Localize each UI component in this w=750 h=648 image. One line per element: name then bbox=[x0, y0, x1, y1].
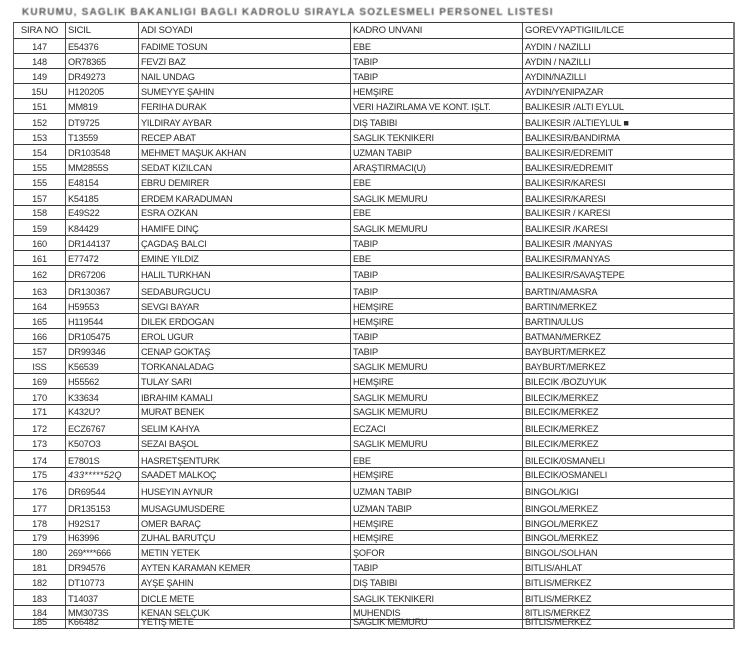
cell-sicil: DT10773 bbox=[66, 575, 139, 589]
cell-adi-soyadi: ZUHAL BARUTÇU bbox=[139, 531, 351, 544]
cell-gorev-yeri: AYDIN/YENIPAZAR bbox=[525, 87, 604, 97]
cell-adi-soyadi: YETIŞ METE bbox=[139, 620, 351, 628]
cell-sicil: MM2855S bbox=[66, 160, 139, 174]
cell-sicil: DR67206 bbox=[66, 266, 139, 281]
table-row bbox=[14, 298, 733, 313]
cell-gorev-yeri: BALIKESIR/KARESI bbox=[525, 194, 606, 204]
cell-sira-no: 172 bbox=[14, 419, 66, 435]
header-sira-no: SIRA NO bbox=[14, 23, 66, 38]
cell-gorev-yeri: BAYBURT/MERKEZ bbox=[525, 362, 606, 372]
cell-gorev-yeri: BALIKESIR / KARESI bbox=[525, 208, 611, 218]
cell-sira-no: 155 bbox=[14, 160, 66, 174]
cell-kadro-unvani: SAGLIK MEMURU bbox=[351, 190, 523, 205]
cell-sicil: T14037 bbox=[66, 590, 139, 605]
cell-sira-no: 184 bbox=[14, 606, 66, 619]
cell-sira-no: 178 bbox=[14, 516, 66, 530]
cell-kadro-unvani: EBE bbox=[351, 451, 523, 467]
cell-sicil: E49S22 bbox=[66, 206, 139, 219]
cell-gorev-yeri: BINGOL/MERKEZ bbox=[525, 533, 598, 543]
cell-sira-no: 164 bbox=[14, 299, 66, 313]
cell-sira-no: 166 bbox=[14, 329, 66, 343]
cell-sicil: H63996 bbox=[66, 531, 139, 544]
cell-gorev-yeri: 8ITLIS/MERKEZ bbox=[525, 608, 591, 618]
cell-adi-soyadi: CENAP GOKTAŞ bbox=[139, 344, 351, 358]
cell-sicil: DR49273 bbox=[66, 69, 139, 83]
header-gorev-yeri: GOREVYAPTIGIIL/ILCE bbox=[525, 24, 624, 36]
cell-adi-soyadi: HUSEYIN AYNUR bbox=[139, 482, 351, 498]
cell-sicil: DR144137 bbox=[66, 236, 139, 250]
header-sicil: SICIL bbox=[66, 23, 139, 38]
cell-sicil: DR130367 bbox=[66, 282, 139, 298]
cell-adi-soyadi: FERIHA DURAK bbox=[139, 99, 351, 113]
cell-sicil: DR103548 bbox=[66, 145, 139, 159]
cell-adi-soyadi: SUMEYYE ŞAHIN bbox=[139, 84, 351, 98]
cell-gorev-yeri: BALIKESIR/KARESI bbox=[525, 178, 606, 188]
cell-adi-soyadi: EROL UGUR bbox=[139, 329, 351, 343]
cell-adi-soyadi: YILDIRAY AYBAR bbox=[139, 114, 351, 129]
cell-kadro-unvani: TABIP bbox=[351, 329, 523, 343]
cell-gorev-yeri: BARTIN/ULUS bbox=[525, 317, 584, 327]
cell-sicil: E77472 bbox=[66, 251, 139, 265]
table-row bbox=[14, 388, 733, 404]
cell-gorev-yeri: BILECIK/OSMANELI bbox=[525, 470, 608, 480]
cell-kadro-unvani: TABIP bbox=[351, 266, 523, 281]
cell-sira-no: 151 bbox=[14, 99, 66, 113]
cell-kadro-unvani: UZMAN TABIP bbox=[351, 145, 523, 159]
cell-gorev-yeri: BARTIN/MERKEZ bbox=[525, 302, 597, 312]
cell-adi-soyadi: MEHMET MAŞUK AKHAN bbox=[139, 145, 351, 159]
table-row bbox=[14, 435, 733, 450]
cell-gorev-yeri: BARTIN/AMASRA bbox=[525, 287, 598, 297]
cell-sicil: H119544 bbox=[66, 314, 139, 328]
cell-sicil: K33634 bbox=[66, 389, 139, 404]
cell-sira-no: 154 bbox=[14, 145, 66, 159]
table-header-row bbox=[14, 22, 733, 38]
table-row bbox=[14, 358, 733, 373]
cell-kadro-unvani: MUHENDIS bbox=[351, 606, 523, 619]
table-row bbox=[14, 404, 733, 418]
cell-adi-soyadi: HASRETŞENTURK bbox=[139, 451, 351, 467]
cell-sicil: OR78365 bbox=[66, 54, 139, 68]
table-row bbox=[14, 530, 733, 544]
cell-sira-no: 175 bbox=[14, 468, 66, 481]
cell-adi-soyadi: IBRAHIM KAMALI bbox=[139, 389, 351, 404]
cell-sicil: H120205 bbox=[66, 84, 139, 98]
cell-sira-no: 185 bbox=[14, 620, 66, 628]
cell-sicil: H59553 bbox=[66, 299, 139, 313]
table-row bbox=[14, 450, 733, 467]
cell-sicil: T13559 bbox=[66, 130, 139, 144]
cell-gorev-yeri: BALIKESIR /ALTI EYLUL bbox=[525, 102, 624, 112]
cell-sira-no: 183 bbox=[14, 590, 66, 605]
table-row bbox=[14, 219, 733, 235]
cell-sira-no: 179 bbox=[14, 531, 66, 544]
cell-gorev-yeri: BALIKESIR /ALTIEYLUL ■ bbox=[525, 118, 629, 128]
cell-gorev-yeri: BINGOL/MERKEZ bbox=[525, 504, 598, 514]
cell-adi-soyadi: AYŞE ŞAHIN bbox=[139, 575, 351, 589]
cell-kadro-unvani: EBE bbox=[351, 175, 523, 189]
cell-sira-no: 157 bbox=[14, 190, 66, 205]
cell-adi-soyadi: SAADET MALKOÇ bbox=[139, 468, 351, 481]
cell-sira-no: 157 bbox=[14, 344, 66, 358]
table-row bbox=[14, 68, 733, 83]
cell-sira-no: 160 bbox=[14, 236, 66, 250]
cell-sicil: 269****666 bbox=[66, 545, 139, 559]
cell-sira-no: 170 bbox=[14, 389, 66, 404]
table-row bbox=[14, 328, 733, 343]
table-row bbox=[14, 174, 733, 189]
cell-adi-soyadi: MURAT BENEK bbox=[139, 405, 351, 418]
cell-adi-soyadi: SEDAT KIZILCAN bbox=[139, 160, 351, 174]
cell-adi-soyadi: SEVGI BAYAR bbox=[139, 299, 351, 313]
cell-gorev-yeri: BILECIK/0SMANELI bbox=[525, 456, 606, 466]
table-row bbox=[14, 313, 733, 328]
cell-sicil: 433*****52Q bbox=[66, 468, 139, 481]
table-row bbox=[14, 498, 733, 515]
cell-gorev-yeri: BITLIS/MERKEZ bbox=[525, 617, 592, 627]
cell-gorev-yeri: BALIKESIR/MANYAS bbox=[525, 254, 610, 264]
table-row bbox=[14, 235, 733, 250]
cell-sira-no: 173 bbox=[14, 436, 66, 450]
cell-gorev-yeri: BITLIS/MERKEZ bbox=[525, 578, 592, 588]
cell-sira-no: 163 bbox=[14, 282, 66, 298]
table-row bbox=[14, 281, 733, 298]
cell-adi-soyadi: METIN YETEK bbox=[139, 545, 351, 559]
cell-kadro-unvani: HEMŞIRE bbox=[351, 531, 523, 544]
cell-gorev-yeri: BATMAN/MERKEZ bbox=[525, 332, 601, 342]
cell-gorev-yeri: BALIKESIR/EDREMIT bbox=[525, 148, 613, 158]
table-row bbox=[14, 189, 733, 205]
cell-kadro-unvani: HEMŞIRE bbox=[351, 468, 523, 481]
cell-kadro-unvani: EBE bbox=[351, 251, 523, 265]
cell-sicil: E48154 bbox=[66, 175, 139, 189]
cell-kadro-unvani: UZMAN TABIP bbox=[351, 499, 523, 515]
cell-sira-no: 149 bbox=[14, 69, 66, 83]
table-row bbox=[14, 619, 733, 629]
cell-sira-no: 161 bbox=[14, 251, 66, 265]
cell-sicil: E54376 bbox=[66, 39, 139, 53]
cell-gorev-yeri: BINGOL/MERKEZ bbox=[525, 519, 598, 529]
cell-sicil: DR69544 bbox=[66, 482, 139, 498]
cell-sira-no: 181 bbox=[14, 560, 66, 574]
cell-sicil: K54185 bbox=[66, 190, 139, 205]
cell-sira-no: 159 bbox=[14, 220, 66, 235]
cell-sicil: K432U? bbox=[66, 405, 139, 418]
cell-sicil: K507O3 bbox=[66, 436, 139, 450]
cell-adi-soyadi: FADIME TOSUN bbox=[139, 39, 351, 53]
cell-kadro-unvani: UZMAN TABIP bbox=[351, 482, 523, 498]
cell-sicil: DT9725 bbox=[66, 114, 139, 129]
cell-adi-soyadi: SELIM KAHYA bbox=[139, 419, 351, 435]
cell-gorev-yeri: BALIKESIR /KARESI bbox=[525, 224, 608, 234]
cell-sira-no: 152 bbox=[14, 114, 66, 129]
cell-sira-no: 177 bbox=[14, 499, 66, 515]
cell-kadro-unvani: HEMŞIRE bbox=[351, 374, 523, 388]
cell-gorev-yeri: BILECIK /BOZUYUK bbox=[525, 377, 607, 387]
table-row bbox=[14, 589, 733, 605]
cell-adi-soyadi: ÇAGDAŞ BALCI bbox=[139, 236, 351, 250]
cell-kadro-unvani: SAGLIK MEMURU bbox=[351, 359, 523, 373]
cell-sira-no: 174 bbox=[14, 451, 66, 467]
cell-sira-no: 158 bbox=[14, 206, 66, 219]
cell-kadro-unvani: EBE bbox=[351, 39, 523, 53]
cell-gorev-yeri: BAYBURT/MERKEZ bbox=[525, 347, 606, 357]
table-row bbox=[14, 129, 733, 144]
table-row bbox=[14, 205, 733, 219]
cell-sira-no: 147 bbox=[14, 39, 66, 53]
table-row bbox=[14, 467, 733, 481]
cell-kadro-unvani: VERI HAZIRLAMA VE KONT. IŞLT. bbox=[351, 99, 523, 113]
cell-gorev-yeri: BILECIK/MERKEZ bbox=[525, 424, 599, 434]
cell-sira-no: 153 bbox=[14, 130, 66, 144]
cell-sicil: DR135153 bbox=[66, 499, 139, 515]
cell-kadro-unvani: SAGLIK MEMURU bbox=[351, 436, 523, 450]
cell-sicil: H92S17 bbox=[66, 516, 139, 530]
cell-kadro-unvani: TABIP bbox=[351, 236, 523, 250]
cell-gorev-yeri: AYDIN/NAZILLI bbox=[525, 72, 587, 82]
cell-sira-no: ISS bbox=[14, 359, 66, 373]
cell-gorev-yeri: BALIKESIR/SAVAŞTEPE bbox=[525, 270, 625, 280]
cell-adi-soyadi: EMINE YILDIZ bbox=[139, 251, 351, 265]
cell-sicil: DR105475 bbox=[66, 329, 139, 343]
cell-kadro-unvani: HEMŞIRE bbox=[351, 314, 523, 328]
cell-gorev-yeri: BALIKESIR /MANYAS bbox=[525, 239, 613, 249]
cell-gorev-yeri: BINGOL/KIGI bbox=[525, 487, 579, 497]
cell-adi-soyadi: ERDEM KARADUMAN bbox=[139, 190, 351, 205]
cell-sicil: DR94576 bbox=[66, 560, 139, 574]
cell-kadro-unvani: ŞOFOR bbox=[351, 545, 523, 559]
table-row bbox=[14, 481, 733, 498]
cell-kadro-unvani: HEMŞIRE bbox=[351, 299, 523, 313]
personnel-table bbox=[13, 22, 735, 629]
header-kadro-unvani: KADRO UNVANI bbox=[351, 23, 523, 38]
cell-sicil: K66482 bbox=[66, 620, 139, 628]
cell-adi-soyadi: FEVZI BAZ bbox=[139, 54, 351, 68]
cell-sira-no: 171 bbox=[14, 405, 66, 418]
table-row bbox=[14, 574, 733, 589]
table-row bbox=[14, 98, 733, 113]
cell-kadro-unvani: SAGLIK MEMURU bbox=[351, 620, 523, 628]
cell-sicil: MM819 bbox=[66, 99, 139, 113]
cell-adi-soyadi: HAMIFE DINÇ bbox=[139, 220, 351, 235]
cell-kadro-unvani: ARAŞTIRMACI(U) bbox=[351, 160, 523, 174]
table-row bbox=[14, 159, 733, 174]
cell-adi-soyadi: RECEP ABAT bbox=[139, 130, 351, 144]
table-row bbox=[14, 53, 733, 68]
cell-adi-soyadi: DILEK ERDOGAN bbox=[139, 314, 351, 328]
cell-kadro-unvani: SAGLIK TEKNIKERI bbox=[351, 130, 523, 144]
table-row bbox=[14, 83, 733, 98]
cell-gorev-yeri: BALIKESIR/BANDIRMA bbox=[525, 133, 620, 143]
cell-sira-no: 169 bbox=[14, 374, 66, 388]
table-row bbox=[14, 544, 733, 559]
cell-sicil: E7801S bbox=[66, 451, 139, 467]
cell-kadro-unvani: TABIP bbox=[351, 282, 523, 298]
document-title-clipped: KURUMU, SAGLIK BAKANLIGI BAGLI KADROLU SIRAYLA SOZLESMELI PERSONEL LISTESI bbox=[22, 7, 554, 18]
table-row bbox=[14, 265, 733, 281]
cell-adi-soyadi: AYTEN KARAMAN KEMER bbox=[139, 560, 351, 574]
cell-kadro-unvani: TABIP bbox=[351, 344, 523, 358]
cell-adi-soyadi: NAIL UNDAG bbox=[139, 69, 351, 83]
cell-kadro-unvani: ECZACI bbox=[351, 419, 523, 435]
table-row bbox=[14, 38, 733, 53]
cell-sicil: ECZ6767 bbox=[66, 419, 139, 435]
table-row bbox=[14, 515, 733, 530]
cell-sira-no: 148 bbox=[14, 54, 66, 68]
cell-kadro-unvani: SAGLIK MEMURU bbox=[351, 405, 523, 418]
cell-sicil: K84429 bbox=[66, 220, 139, 235]
cell-kadro-unvani: DIŞ TABIBI bbox=[351, 575, 523, 589]
cell-adi-soyadi: OMER BARAÇ bbox=[139, 516, 351, 530]
table-row bbox=[14, 559, 733, 574]
cell-sicil: DR99346 bbox=[66, 344, 139, 358]
cell-adi-soyadi: TULAY SARI bbox=[139, 374, 351, 388]
cell-kadro-unvani: SAGLIK TEKNIKERI bbox=[351, 590, 523, 605]
cell-gorev-yeri: BINGOL/SOLHAN bbox=[525, 548, 598, 558]
cell-gorev-yeri: BILECIK/MERKEZ bbox=[525, 393, 599, 403]
cell-sicil: MM3073S bbox=[66, 606, 139, 619]
table-row bbox=[14, 373, 733, 388]
cell-kadro-unvani: TABIP bbox=[351, 54, 523, 68]
table-row bbox=[14, 113, 733, 129]
cell-sira-no: 155 bbox=[14, 175, 66, 189]
cell-gorev-yeri: AYDIN / NAZILLI bbox=[525, 57, 591, 67]
header-adi-soyadi: ADI SOYADI bbox=[139, 23, 351, 38]
cell-sira-no: 182 bbox=[14, 575, 66, 589]
table-row bbox=[14, 250, 733, 265]
cell-kadro-unvani: EBE bbox=[351, 206, 523, 219]
cell-sira-no: 15U bbox=[14, 84, 66, 98]
cell-sira-no: 165 bbox=[14, 314, 66, 328]
cell-gorev-yeri: BALIKESIR/EDREMIT bbox=[525, 163, 613, 173]
cell-sicil: H55562 bbox=[66, 374, 139, 388]
cell-kadro-unvani: SAGLIK MEMURU bbox=[351, 389, 523, 404]
cell-kadro-unvani: HEMŞIRE bbox=[351, 516, 523, 530]
cell-adi-soyadi: EBRU DEMIRER bbox=[139, 175, 351, 189]
cell-kadro-unvani: TABIP bbox=[351, 69, 523, 83]
cell-kadro-unvani: SAGLIK MEMURU bbox=[351, 220, 523, 235]
cell-adi-soyadi: HALIL TURKHAN bbox=[139, 266, 351, 281]
cell-sicil: K56539 bbox=[66, 359, 139, 373]
cell-sira-no: 176 bbox=[14, 482, 66, 498]
cell-gorev-yeri: BITLIS/MERKEZ bbox=[525, 594, 592, 604]
cell-adi-soyadi: MUSAGUMUSDERE bbox=[139, 499, 351, 515]
table-row bbox=[14, 418, 733, 435]
cell-gorev-yeri: BILECIK/MERKEZ bbox=[525, 407, 599, 417]
cell-sira-no: 180 bbox=[14, 545, 66, 559]
cell-sira-no: 162 bbox=[14, 266, 66, 281]
cell-gorev-yeri: BITLIS/AHLAT bbox=[525, 563, 583, 573]
table-row bbox=[14, 343, 733, 358]
cell-adi-soyadi: TORKANALADAG bbox=[139, 359, 351, 373]
cell-adi-soyadi: SEDABURGUCU bbox=[139, 282, 351, 298]
cell-gorev-yeri: BILECIK/MERKEZ bbox=[525, 439, 599, 449]
cell-adi-soyadi: DICLE METE bbox=[139, 590, 351, 605]
cell-kadro-unvani: TABIP bbox=[351, 560, 523, 574]
cell-adi-soyadi: SEZAI BAŞOL bbox=[139, 436, 351, 450]
cell-kadro-unvani: HEMŞIRE bbox=[351, 84, 523, 98]
table-row bbox=[14, 144, 733, 159]
cell-adi-soyadi: KENAN SELÇUK bbox=[139, 606, 351, 619]
cell-adi-soyadi: ESRA OZKAN bbox=[139, 206, 351, 219]
cell-gorev-yeri: AYDIN / NAZILLI bbox=[525, 42, 591, 52]
cell-kadro-unvani: DIŞ TABIBI bbox=[351, 114, 523, 129]
